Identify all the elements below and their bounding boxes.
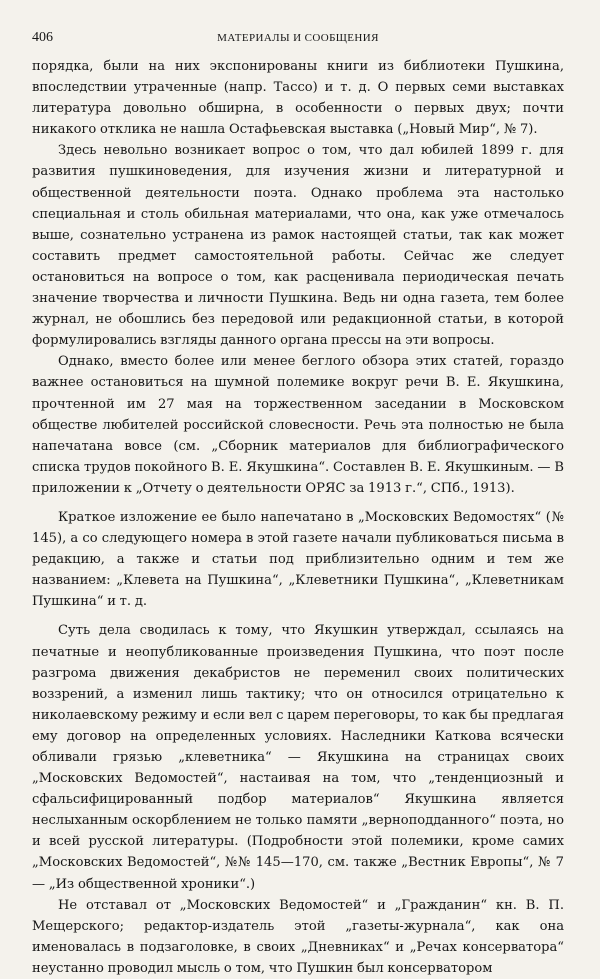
- page-number: 406: [32, 30, 53, 45]
- paragraph-yakushkin-speech: Однако, вместо более или менее беглого обзора этих статей, гораздо важнее остановиться на шумной полемике вокруг речи В. Е. Якушкина, прочтенной им 27 мая на торжественном заседании в Московском обществе любителей российской словесности. Речь эта полностью не была напечатана вовсе (см. „Сборник материалов для библиографического списка трудов покойного В. Е. Якушкина“. Составлен В. Е. Якушкиным. — В приложении к „Отчету о деятельности ОРЯС за 1913 г.“, СПб., 1913).: [32, 354, 564, 496]
- page-header: [32, 30, 564, 56]
- paragraph-jubilee-question: Здесь невольно возникает вопрос о том, что дал юбилей 1899 г. для развития пушкиноведения, для изучения жизни и литературной и общественной деятельности поэта. Однако проблема эта настолько специальная и столь обильная материалами, что она, как уже отмечалось выше, сознательно устранена из рамок настоящей статьи, так как может составить предмет самостоятельной работы. Сейчас же следует остановиться на вопросе о том, как расценивала периодическая печать значение творчества и личности Пушкина. Ведь ни одна газета, тем более журнал, не обошлись без передовой или редакционной статьи, в которой формулировались взгляды данного органа прессы на эти вопросы.: [32, 143, 564, 349]
- paragraph-grazhdanin: Не отставал от „Московских Ведомостей“ и „Гражданин“ кн. В. П. Мещерского; редактор-издатель этой „газеты-журнала“, как она именовалась в подзаголовке, в своих „Дневниках“ и „Речах консерватора“ неустанно проводил мысль о том, что Пушкин был консерватором: [32, 897, 564, 976]
- paragraph-continuation: порядка, были на них экспонированы книги из библиотеки Пушкина, впоследствии утраченные (напр. Тассо) и т. д. О первых семи выставках литература довольно обширна, в особенности о первых двух; почти никакого отклика не нашла Остафьевская выставка („Новый Мир“, № 7).: [32, 59, 564, 138]
- body-text: [32, 56, 564, 979]
- running-title: МАТЕРИАЛЫ И СООБЩЕНИЯ: [217, 32, 379, 44]
- paragraph-essence-of-case: Суть дела сводилась к тому, что Якушкин утверждал, ссылаясь на печатные и неопубликованные произведения Пушкина, что поэт после разгрома движения декабристов не переменил своих политических воззрений, а изменил лишь тактику; что он относился отрицательно к николаевскому режиму и если вел с царем переговоры, то как бы предлагая ему договор на определенных условиях. Наследники Каткова всячески обливали грязью „клеветника“ — Якушкина на страницах своих „Московских Ведомостей“, настаивая на том, что „тенденциозный и сфальсифицированный подбор материалов“ Якушкина является неслыханным оскорблением не только памяти „верноподданного“ поэта, но и всей русской литературы. (Подробности этой полемики, кроме самих „Московских Ведомостей“, №№ 145—170, см. также „Вестник Европы“, № 7— „Из общественной хроники“.): [32, 623, 564, 892]
- book-page: [32, 30, 564, 979]
- paragraph-moskovskie-vedomosti: Краткое изложение ее было напечатано в „Московских Ведомостях“ (№ 145), а со следующего номера в этой газете начали публиковаться письма в редакцию, а также и статьи под приблизительно одним и тем же названием: „Клевета на Пушкина“, „Клеветники Пушкина“, „Клеветникам Пушкина“ и т. д.: [32, 509, 564, 610]
